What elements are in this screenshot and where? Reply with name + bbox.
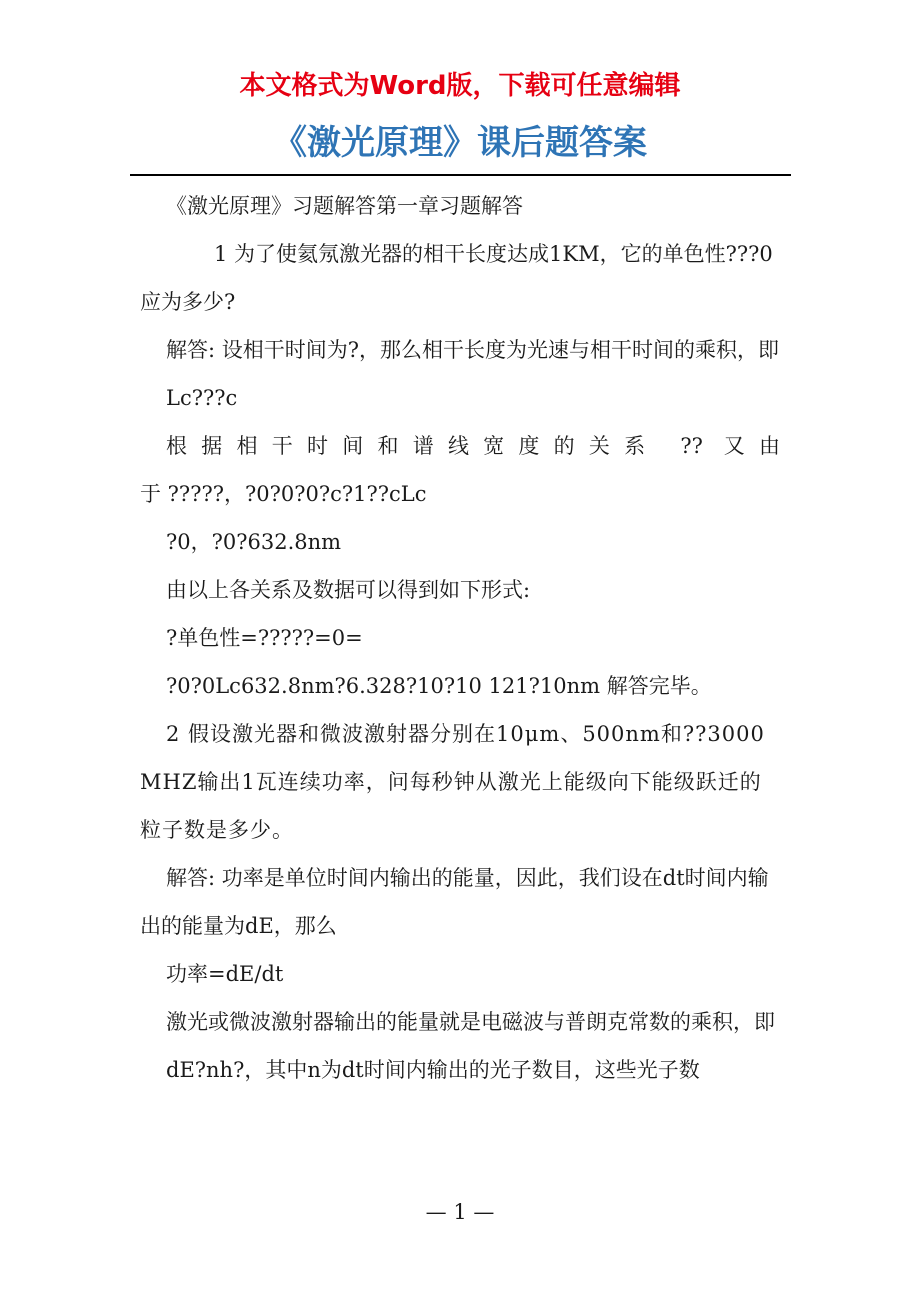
- paragraph-result-1: ?0?0Lc632.8nm?6.328?10?10 121?10nm 解答完毕。: [166, 674, 712, 698]
- page-number: — 1 —: [425, 1200, 495, 1224]
- paragraph-formula-lc: Lc???c: [166, 386, 238, 410]
- paragraph-power-formula: 功率=dE/dt: [166, 962, 284, 986]
- paragraph-relation-line-2: 于 ?????，?0?0?0?c?1??cLc: [140, 482, 427, 506]
- paragraph-answer-2-intro: 解答: 功率是单位时间内输出的能量，因此，我们设在dt时间内输出的能量为dE，那么: [140, 866, 769, 938]
- paragraph-photon-count: dE?nh?，其中n为dt时间内输出的光子数目，这些光子数: [166, 1058, 700, 1082]
- document-title: 《激光原理》课后题答案: [273, 123, 647, 163]
- paragraph-wavelength: ?0，?0?632.8nm: [166, 530, 342, 554]
- header-rule: [130, 174, 791, 176]
- document-body: [140, 182, 780, 1094]
- paragraph-monochromaticity: ?单色性=?????=0=: [166, 626, 363, 650]
- word-format-banner: 本文格式为Word版，下载可任意编辑: [239, 71, 681, 101]
- paragraph-energy-product: 激光或微波激射器输出的能量就是电磁波与普朗克常数的乘积，即: [166, 1010, 775, 1034]
- paragraph-relation-line-1: 根据相干时间和谱线宽度的关系 ?? 又由: [166, 434, 780, 458]
- paragraph-question-1: 1 为了使氦氖激光器的相干长度达成1KM，它的单色性???0应为多少?: [140, 242, 773, 314]
- paragraph-chapter-heading: 《激光原理》习题解答第一章习题解答: [166, 194, 523, 218]
- paragraph-answer-1-intro: 解答: 设相干时间为?，那么相干长度为光速与相干时间的乘积，即: [166, 338, 780, 362]
- paragraph-question-2: 2 假设激光器和微波激射器分别在10μm、500nm和??3000MHZ输出1瓦连续功率，问每秒钟从激光上能级向下能级跃迁的粒子数是多少。: [140, 722, 765, 842]
- paragraph-derivation-intro: 由以上各关系及数据可以得到如下形式:: [166, 578, 531, 602]
